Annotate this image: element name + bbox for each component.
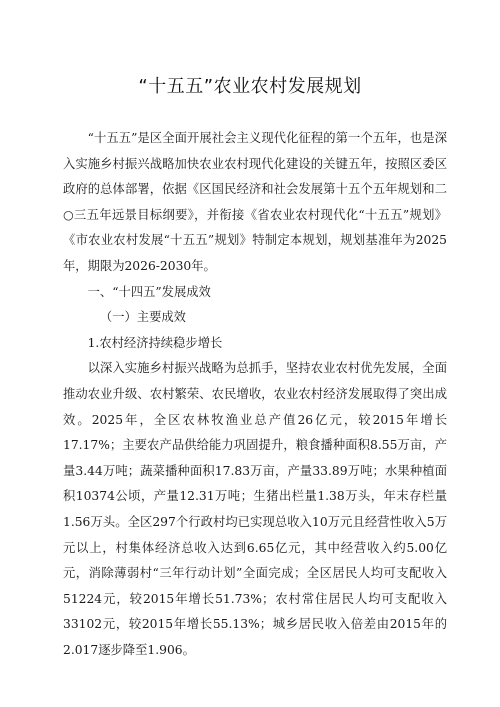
subsection-heading: （一）主要成效: [99, 310, 186, 325]
item-heading: 1.农村经济持续稳步增长: [87, 335, 223, 350]
document-title: “十五五”农业农村发展规划: [138, 76, 362, 97]
section-heading: 一、“十四五”发展成效: [87, 284, 211, 299]
item-body-paragraph: 以深入实施乡村振兴战略为总抓手，坚持农业农村优先发展，全面推动农业升级、农村繁荣、农民增收，农业农村经济发展取得了突出成效。2025年，全区农林牧渔业总产值26亿元，较2015年增长17.17%；主要农产品供给能力巩固提升，粮食播种面积8.55万亩，产量3.44万吨；蔬菜播种面积17.83万亩，产量33.89万吨；水果种植面积10374公顷，产量12.31万吨；生猪出栏量1.38万头，年末存栏量1.56万头。全区297个行政村均已实现总收入10万元且经营性收入5万元以上，村集体经济总收入达到6.65亿元，其中经营收入约5.00亿元，消除薄弱村“三年行动计划”全面完成；全区居民人均可支配收入51224元，较2015年增长51.73%；农村常住居民人均可支配收入33102元，较2015年增长55.13%；城乡居民收入倍差由2015年的2.017逐步降至1.906。: [63, 361, 447, 657]
document-body: [63, 126, 447, 663]
intro-paragraph: “十五五”是区全面开展社会主义现代化征程的第一个五年，也是深入实施乡村振兴战略加快农业农村现代化建设的关键五年，按照区委区政府的总体部署，依据《区国民经济和社会发展第十五个五年规划和二○三五年远景目标纲要》，并衔接《省农业农村现代化“十五五”规划》《市农业农村发展“十五五”规划》特制定本规划，规划基准年为2025年，期限为2026-2030年。: [63, 131, 447, 273]
